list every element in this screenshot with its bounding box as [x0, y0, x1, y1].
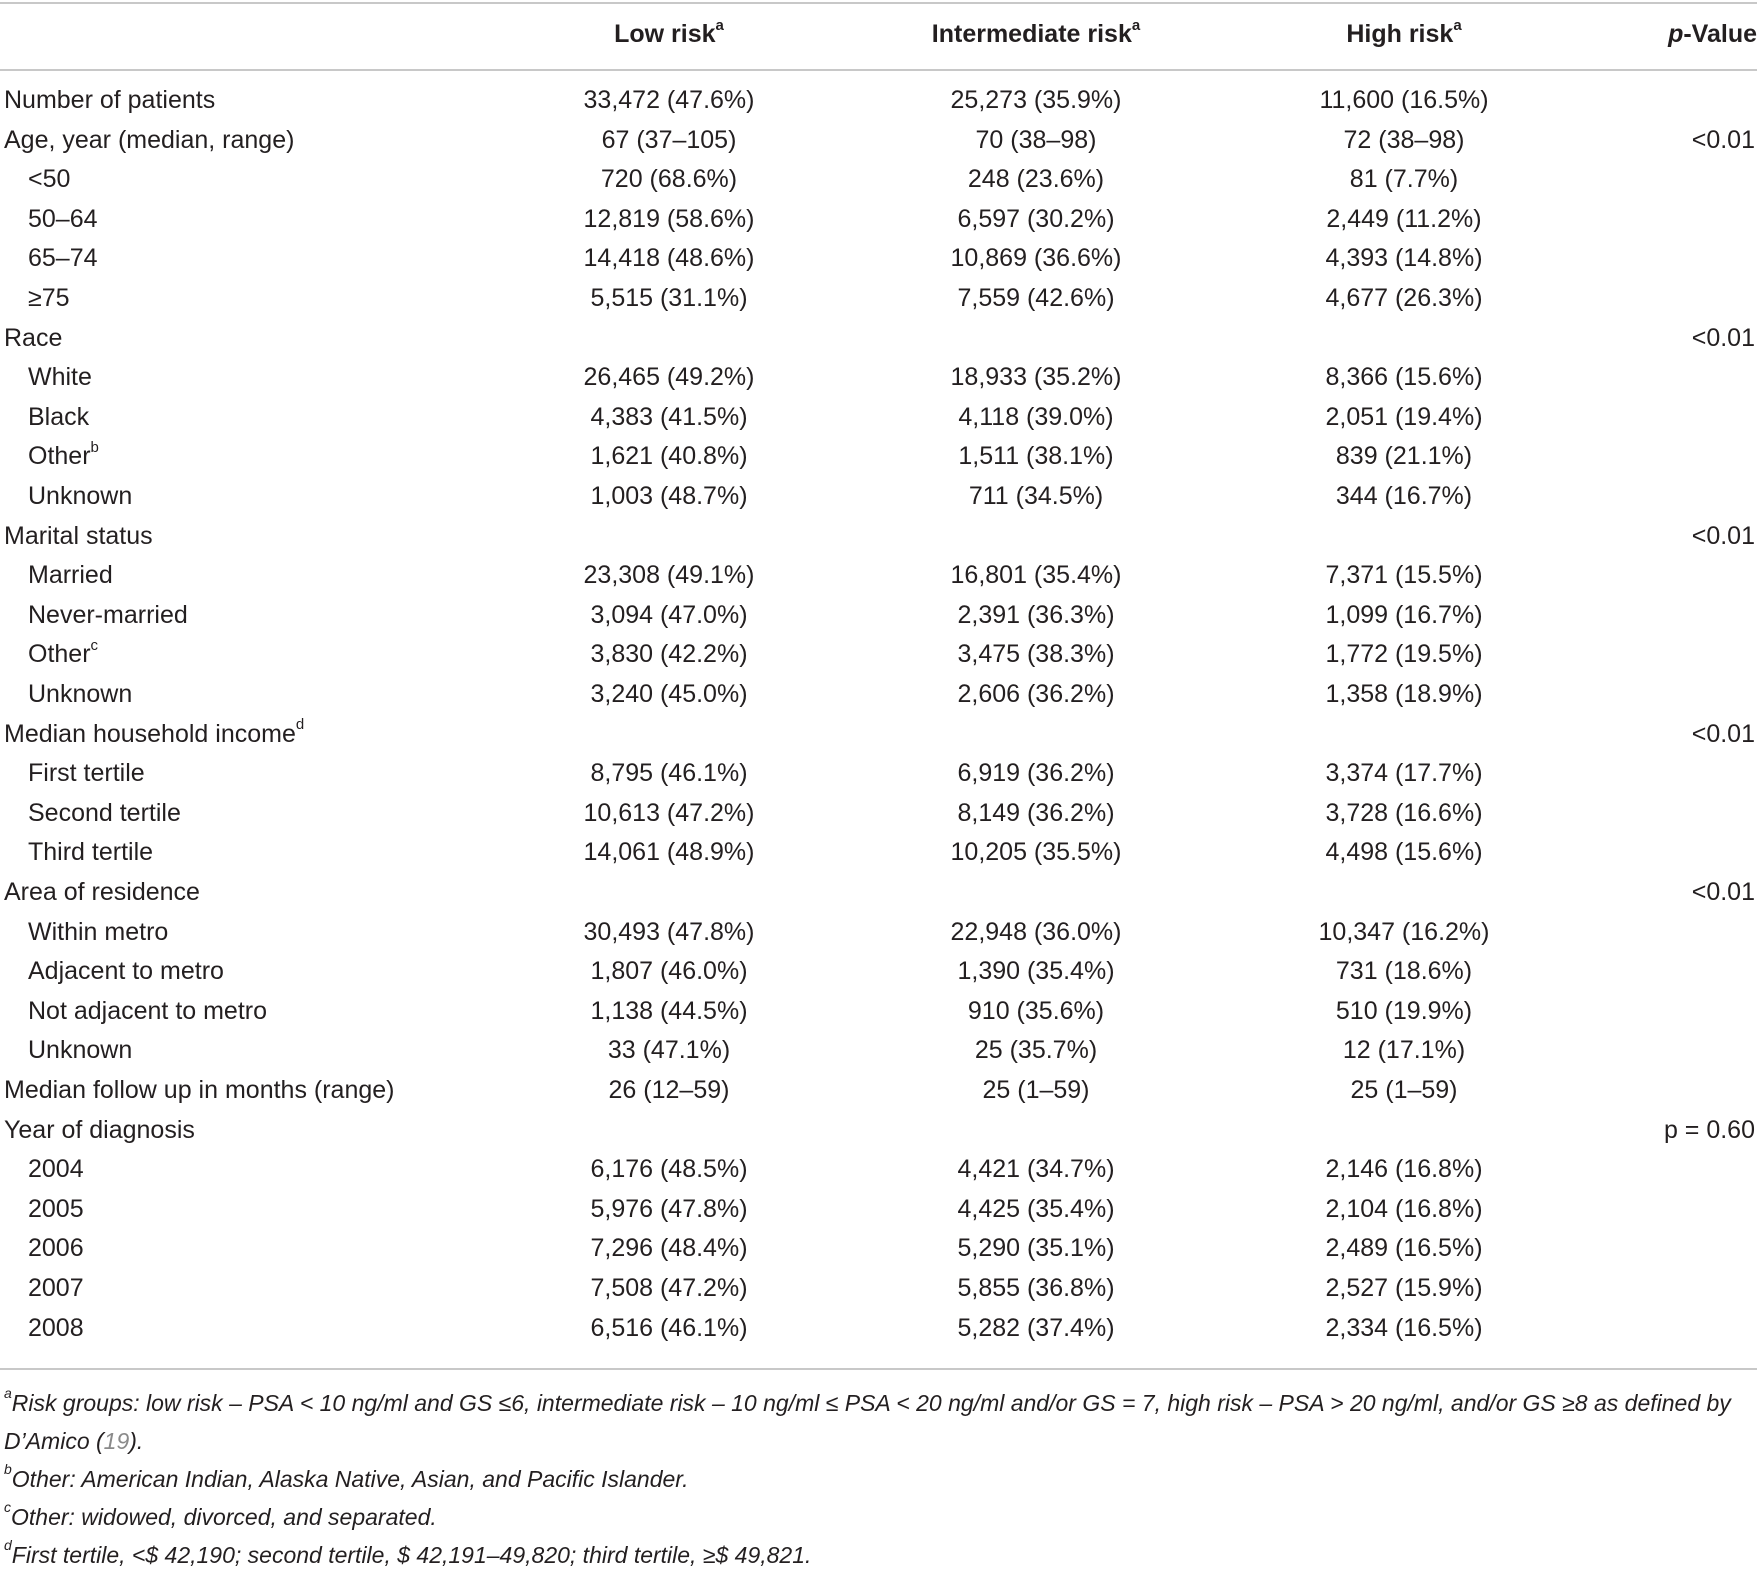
high-risk-value: 2,489 (16.5%) — [1325, 1234, 1483, 1263]
high-risk-value: 2,334 (16.5%) — [1325, 1313, 1483, 1342]
intermediate-risk-value: 1,390 (35.4%) — [957, 957, 1115, 986]
intermediate-risk-value: 25 (35.7%) — [974, 1036, 1098, 1065]
table-row — [0, 1110, 1757, 1150]
row-label: 2007 — [28, 1274, 84, 1302]
intermediate-risk-value: 10,869 (36.6%) — [950, 244, 1122, 273]
high-risk-value: 2,051 (19.4%) — [1325, 402, 1483, 431]
low-risk-value: 10,613 (47.2%) — [583, 798, 755, 827]
row-label: Other$^b$ — [28, 439, 99, 471]
intermediate-risk-value: 22,948 (36.0%) — [950, 917, 1122, 946]
intermediate-risk-value: 8,149 (36.2%) — [957, 798, 1115, 827]
high-risk-value: 510 (19.9%) — [1335, 996, 1473, 1025]
intermediate-risk-value: 5,290 (35.1%) — [957, 1234, 1115, 1263]
column-header-high-risk: High risk$^a$ — [1346, 16, 1462, 48]
high-risk-value: 4,677 (26.3%) — [1325, 284, 1483, 312]
high-risk-value: 11,600 (16.5%) — [1319, 86, 1489, 114]
high-risk-value: 1,358 (18.9%) — [1325, 680, 1483, 708]
table-row — [0, 1268, 1757, 1308]
low-risk-value: 3,240 (45.0%) — [590, 680, 748, 708]
intermediate-risk-value: 4,425 (35.4%) — [957, 1194, 1115, 1223]
p-value: <0.01 — [1691, 125, 1755, 154]
row-label: Marital status — [4, 521, 153, 550]
low-risk-value: 14,418 (48.6%) — [583, 244, 755, 273]
intermediate-risk-value: 16,801 (35.4%) — [950, 561, 1122, 590]
low-risk-value: 5,515 (31.1%) — [590, 284, 748, 312]
row-label: Within metro — [28, 917, 169, 946]
table-footnotes — [4, 1384, 1754, 1574]
low-risk-value: 5,976 (47.8%) — [590, 1194, 748, 1223]
table-row — [0, 1149, 1757, 1189]
intermediate-risk-value: 6,919 (36.2%) — [957, 759, 1115, 788]
high-risk-value: 344 (16.7%) — [1335, 482, 1473, 510]
row-label: ≥75 — [28, 284, 70, 312]
table-row — [0, 397, 1757, 437]
high-risk-value: 1,772 (19.5%) — [1325, 640, 1483, 669]
low-risk-value: 26 (12–59) — [608, 1076, 730, 1104]
low-risk-value: 26,465 (49.2%) — [583, 363, 755, 392]
intermediate-risk-value: 711 (34.5%) — [968, 482, 1104, 510]
high-risk-value: 1,099 (16.7%) — [1325, 600, 1483, 629]
high-risk-value: 4,393 (14.8%) — [1325, 244, 1483, 273]
table-row — [0, 1030, 1757, 1070]
footnote-c: $^c$Other: widowed, divorced, and separated. — [4, 1499, 437, 1530]
row-label: 2004 — [28, 1155, 84, 1184]
row-label: Age, year (median, range) — [4, 125, 295, 154]
row-label: 2008 — [28, 1313, 84, 1342]
table-row — [0, 318, 1757, 358]
footnote-b: $^b$Other: American Indian, Alaska Native, Asian, and Pacific Islander. — [4, 1461, 689, 1492]
low-risk-value: 3,094 (47.0%) — [590, 600, 748, 629]
low-risk-value: 3,830 (42.2%) — [590, 640, 748, 669]
column-header-intermediate-risk: Intermediate risk$^a$ — [931, 16, 1141, 48]
row-label: <50 — [28, 165, 71, 194]
low-risk-value: 67 (37–105) — [601, 125, 737, 154]
p-value: <0.01 — [1691, 719, 1755, 748]
low-risk-value: 33 (47.1%) — [607, 1036, 731, 1065]
low-risk-value: 14,061 (48.9%) — [583, 838, 755, 867]
intermediate-risk-value: 7,559 (42.6%) — [957, 284, 1115, 312]
table-row — [0, 120, 1757, 160]
low-risk-value: 33,472 (47.6%) — [583, 86, 755, 114]
table-row — [0, 793, 1757, 833]
row-label: Never-married — [28, 600, 188, 629]
row-label: Race — [4, 323, 63, 352]
row-label: Black — [28, 402, 90, 431]
high-risk-value: 25 (1–59) — [1350, 1076, 1458, 1104]
table-row — [0, 238, 1757, 278]
low-risk-value: 6,176 (48.5%) — [590, 1155, 748, 1184]
low-risk-value: 1,621 (40.8%) — [590, 442, 748, 471]
high-risk-value: 8,366 (15.6%) — [1325, 363, 1483, 392]
row-label: 2006 — [28, 1234, 84, 1263]
intermediate-risk-value: 2,606 (36.2%) — [957, 680, 1115, 708]
high-risk-value: 3,728 (16.6%) — [1325, 798, 1483, 827]
table-row — [0, 714, 1757, 754]
row-label: 2005 — [28, 1194, 84, 1223]
table-row — [0, 991, 1757, 1031]
row-label: Adjacent to metro — [28, 957, 224, 986]
intermediate-risk-value: 5,855 (36.8%) — [957, 1274, 1115, 1302]
table-row — [0, 357, 1757, 397]
row-label: Unknown — [28, 680, 133, 708]
low-risk-value: 1,003 (48.7%) — [590, 482, 748, 510]
table-row — [0, 951, 1757, 991]
p-value: <0.01 — [1691, 878, 1755, 906]
table-row — [0, 1070, 1757, 1110]
intermediate-risk-value: 3,475 (38.3%) — [957, 640, 1115, 669]
intermediate-risk-value: 25,273 (35.9%) — [950, 86, 1122, 114]
row-label: Third tertile — [28, 838, 154, 867]
low-risk-value: 6,516 (46.1%) — [590, 1313, 748, 1342]
high-risk-value: 731 (18.6%) — [1335, 957, 1473, 986]
intermediate-risk-value: 4,421 (34.7%) — [957, 1155, 1115, 1184]
table-row — [0, 476, 1757, 516]
table-row — [0, 278, 1757, 318]
high-risk-value: 81 (7.7%) — [1349, 165, 1459, 194]
row-label: Median household income$^d$ — [4, 716, 305, 748]
intermediate-risk-value: 18,933 (35.2%) — [950, 363, 1122, 392]
high-risk-value: 2,146 (16.8%) — [1325, 1155, 1483, 1184]
high-risk-value: 2,527 (15.9%) — [1325, 1274, 1483, 1302]
table-row — [0, 1189, 1757, 1229]
table-row — [0, 436, 1757, 476]
table-row — [0, 516, 1757, 556]
intermediate-risk-value: 910 (35.6%) — [967, 996, 1105, 1025]
high-risk-value: 10,347 (16.2%) — [1318, 917, 1490, 946]
high-risk-value: 3,374 (17.7%) — [1325, 759, 1483, 788]
row-label: Second tertile — [28, 798, 181, 827]
row-label: Year of diagnosis — [4, 1115, 195, 1144]
row-label: Median follow up in months (range) — [4, 1076, 395, 1104]
row-label: Unknown — [28, 482, 133, 510]
table-row — [0, 832, 1757, 872]
high-risk-value: 7,371 (15.5%) — [1325, 561, 1483, 590]
intermediate-risk-value: 6,597 (30.2%) — [957, 204, 1115, 233]
intermediate-risk-value: 25 (1–59) — [982, 1076, 1090, 1104]
row-label: First tertile — [28, 759, 145, 788]
p-value: <0.01 — [1691, 521, 1755, 550]
p-value: p = 0.60 — [1663, 1115, 1755, 1144]
p-value: <0.01 — [1691, 323, 1755, 352]
footnote-d: $^d$First tertile, <$ 42,190; second tertile, $ 42,191–49,820; third tertile, ≥$ 49,821. — [4, 1537, 812, 1568]
table-row — [0, 159, 1757, 199]
row-label: Married — [28, 561, 113, 590]
intermediate-risk-value: 248 (23.6%) — [967, 165, 1105, 194]
footnote-a: $^a$Risk groups: low risk – PSA < 10 ng/ml and GS ≤6, intermediate risk – 10 ng/ml ≤ PSA < 20 ng/ml and/or GS = 7, high risk – PSA > 20 ng/ml, and/or GS ≥8 as defined by D’Amico (19). — [4, 1385, 1731, 1454]
low-risk-value: 4,383 (41.5%) — [590, 402, 748, 431]
low-risk-value: 1,138 (44.5%) — [590, 996, 748, 1025]
table-row — [0, 674, 1757, 714]
intermediate-risk-value: 1,511 (38.1%) — [958, 442, 1114, 471]
low-risk-value: 7,296 (48.4%) — [590, 1234, 748, 1263]
low-risk-value: 30,493 (47.8%) — [583, 917, 755, 946]
table-row — [0, 753, 1757, 793]
row-label: Not adjacent to metro — [28, 996, 268, 1025]
low-risk-value: 23,308 (49.1%) — [583, 561, 755, 590]
intermediate-risk-value: 70 (38–98) — [975, 125, 1097, 154]
low-risk-value: 720 (68.6%) — [600, 165, 738, 194]
low-risk-value: 8,795 (46.1%) — [590, 759, 748, 788]
table-row — [0, 872, 1757, 912]
table-bottom-rule — [0, 1368, 1757, 1370]
row-label: 65–74 — [28, 244, 98, 273]
column-header-low-risk: Low risk$^a$ — [614, 16, 724, 48]
column-header-p-value: p-Value — [1668, 20, 1757, 48]
table-row — [0, 1308, 1757, 1348]
intermediate-risk-value: 10,205 (35.5%) — [950, 838, 1122, 867]
low-risk-value: 7,508 (47.2%) — [590, 1274, 748, 1302]
table-row — [0, 912, 1757, 952]
row-label: Number of patients — [4, 86, 216, 114]
table-row — [0, 1228, 1757, 1268]
row-label: Area of residence — [4, 878, 200, 906]
row-label: Unknown — [28, 1036, 133, 1065]
high-risk-value: 4,498 (15.6%) — [1325, 838, 1483, 867]
high-risk-value: 839 (21.1%) — [1335, 442, 1473, 471]
reference-link[interactable]: 19 — [103, 1428, 130, 1454]
high-risk-value: 2,104 (16.8%) — [1325, 1194, 1483, 1223]
table-row — [0, 80, 1757, 120]
row-label: 50–64 — [28, 204, 98, 233]
low-risk-value: 12,819 (58.6%) — [583, 204, 755, 233]
table-top-rule — [0, 2, 1757, 4]
intermediate-risk-value: 2,391 (36.3%) — [957, 600, 1115, 629]
table-row — [0, 199, 1757, 239]
row-label: White — [28, 363, 92, 392]
high-risk-value: 72 (38–98) — [1343, 125, 1465, 154]
high-risk-value: 2,449 (11.2%) — [1326, 204, 1482, 233]
table-row — [0, 634, 1757, 674]
row-label: Other$^c$ — [28, 637, 99, 669]
intermediate-risk-value: 4,118 (39.0%) — [958, 402, 1114, 431]
intermediate-risk-value: 5,282 (37.4%) — [957, 1313, 1115, 1342]
low-risk-value: 1,807 (46.0%) — [590, 957, 748, 986]
table-row — [0, 555, 1757, 595]
table-header-rule — [0, 69, 1757, 71]
table-row — [0, 595, 1757, 635]
high-risk-value: 12 (17.1%) — [1342, 1036, 1466, 1065]
